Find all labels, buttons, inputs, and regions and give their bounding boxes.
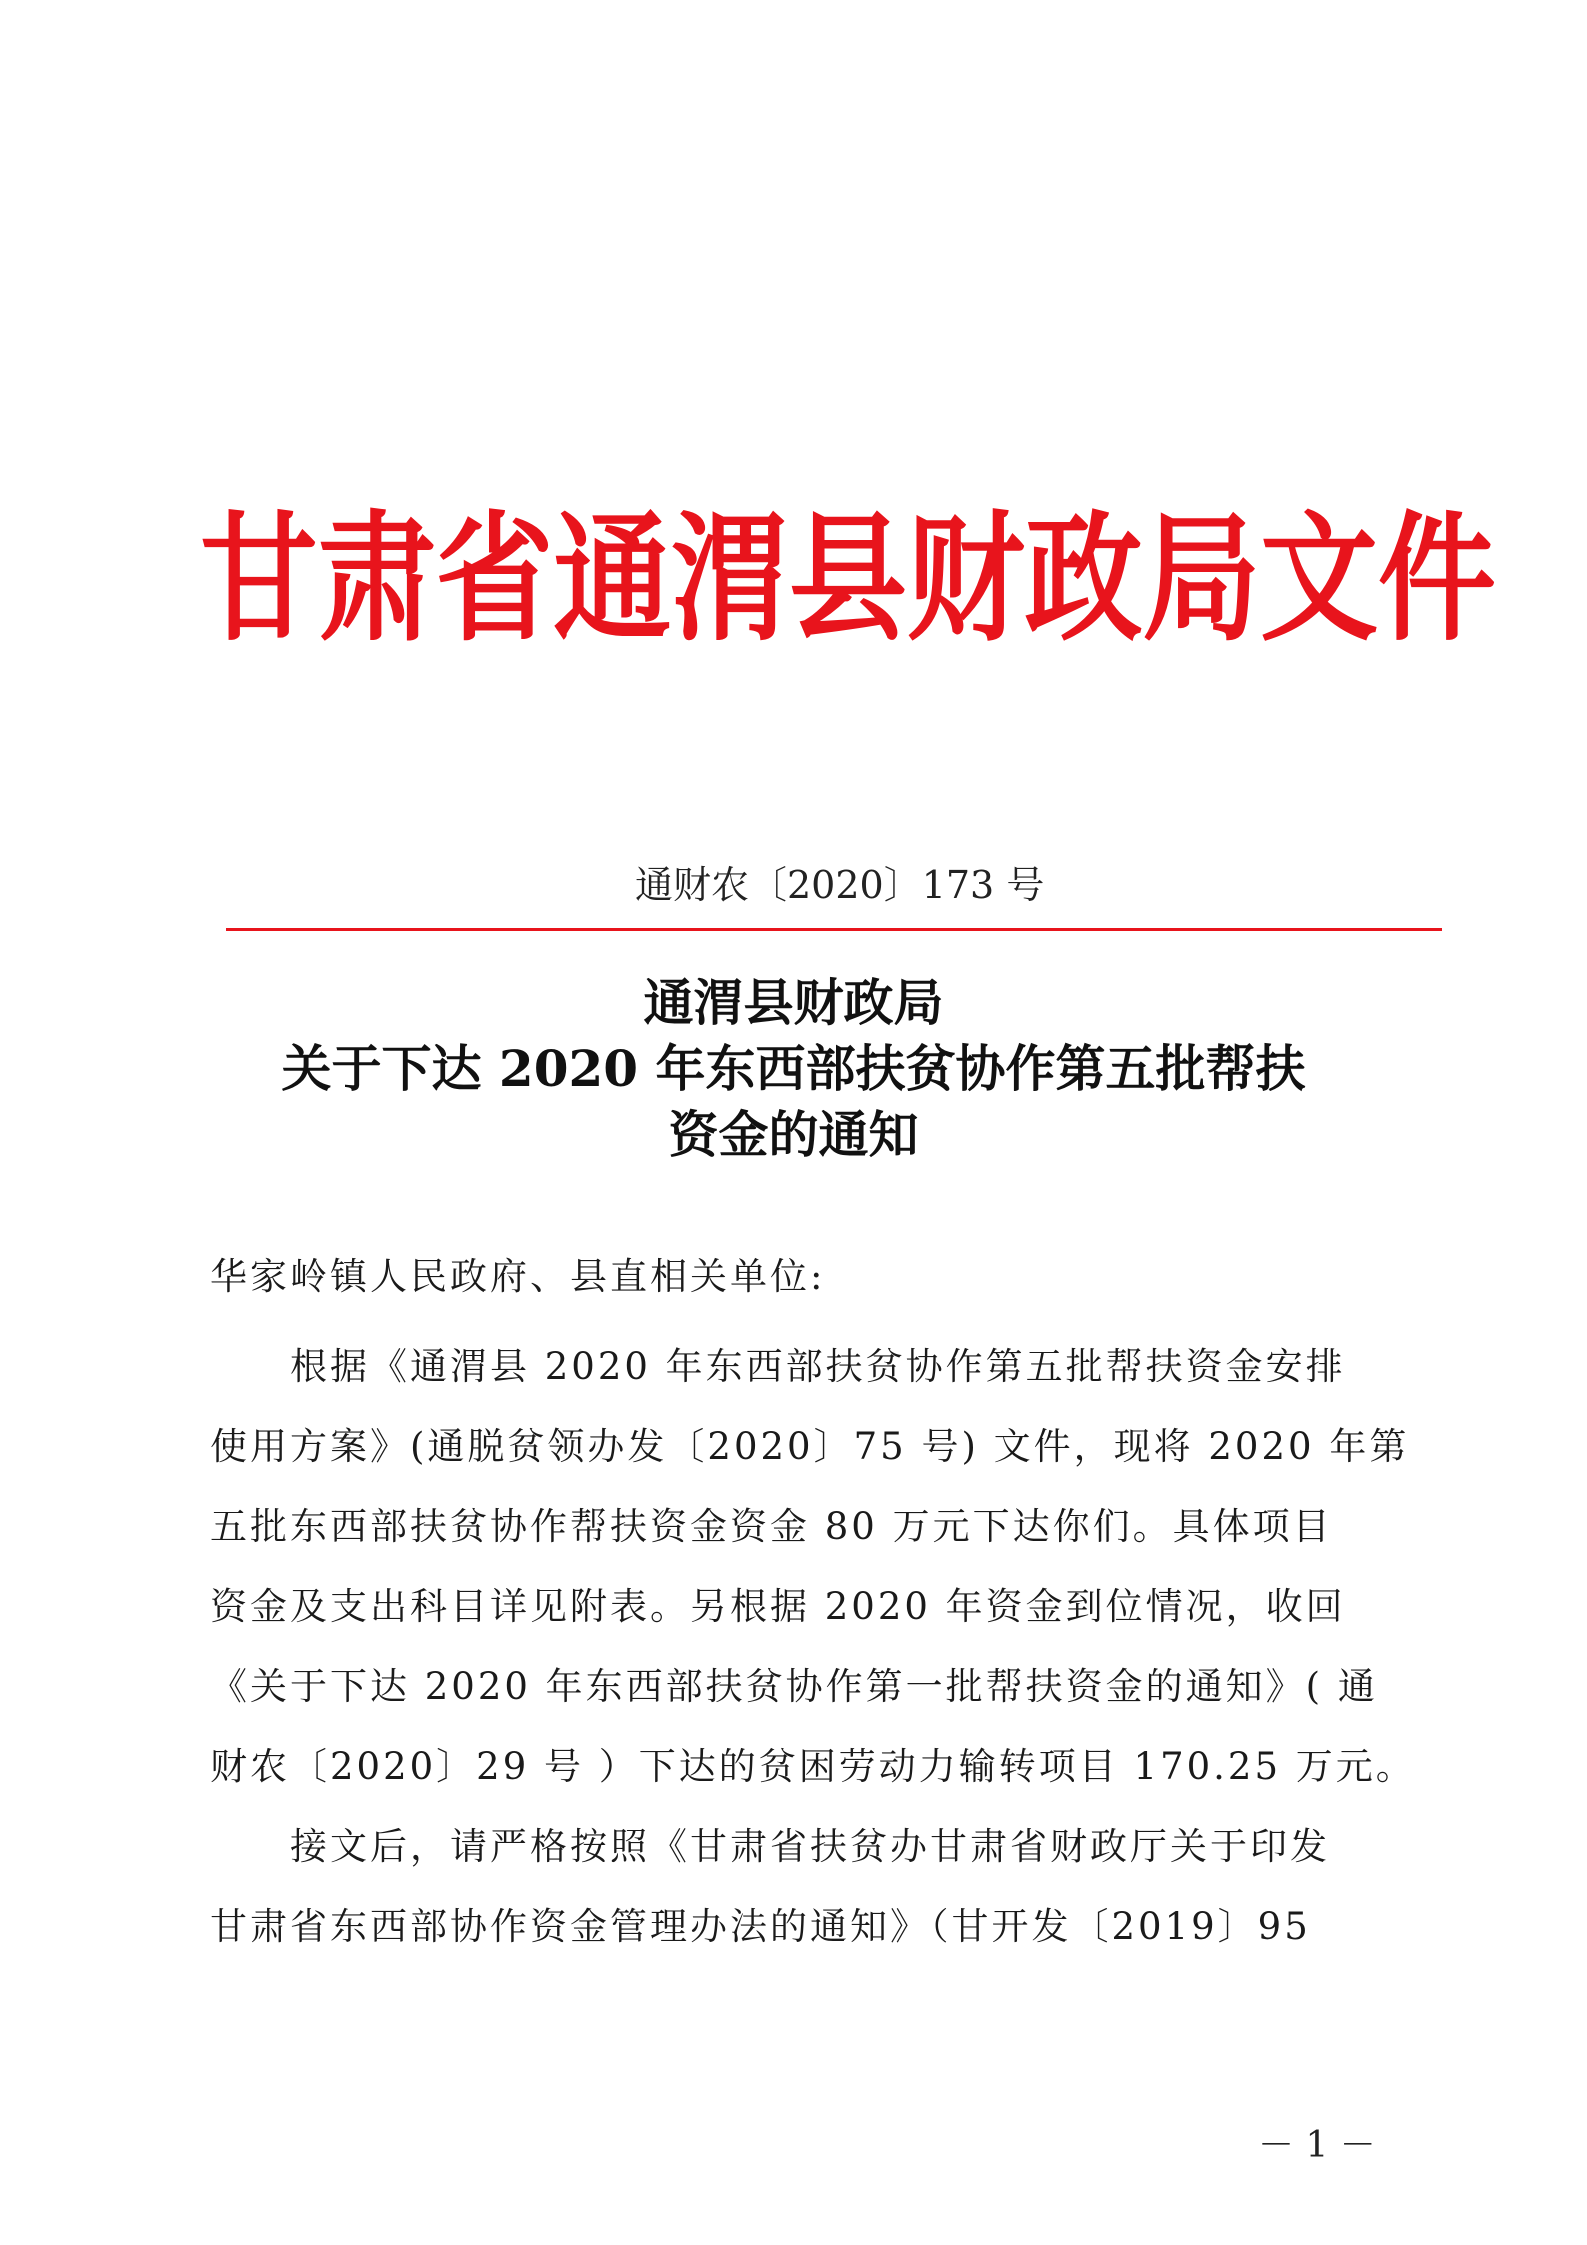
salutation: 华家岭镇人民政府、县直相关单位: bbox=[210, 1255, 826, 1298]
document-subject bbox=[130, 970, 1457, 1168]
body-line: 五批东西部扶贫协作帮扶资金资金 80 万元下达你们。具体项目 bbox=[210, 1505, 1333, 1548]
body-line: 财农〔2020〕29 号 ）下达的贫困劳动力输转项目 170.25 万元。 bbox=[210, 1745, 1416, 1788]
body-line: 《关于下达 2020 年东西部扶贫协作第一批帮扶资金的通知》( 通 bbox=[210, 1665, 1378, 1708]
body-line: 接文后，请严格按照《甘肃省扶贫办甘肃省财政厅关于印发 bbox=[210, 1825, 1330, 1868]
subject-line-3: 资金的通知 bbox=[668, 1105, 919, 1164]
body-line: 资金及支出科目详见附表。另根据 2020 年资金到位情况，收回 bbox=[210, 1585, 1346, 1628]
document-number: 通财农〔2020〕173 号 bbox=[635, 863, 1045, 907]
page-number: － 1 － bbox=[1258, 2125, 1376, 2166]
body-line: 甘肃省东西部协作资金管理办法的通知》（甘开发〔2019〕95 bbox=[210, 1905, 1311, 1948]
header-divider bbox=[226, 928, 1442, 931]
issuer-header-title: 甘肃省通渭县财政局文件 bbox=[200, 498, 1496, 661]
body-line: 使用方案》(通脱贫领办发〔2020〕75 号) 文件，现将 2020 年第 bbox=[210, 1425, 1410, 1468]
body-line: 根据《通渭县 2020 年东西部扶贫协作第五批帮扶资金安排 bbox=[210, 1345, 1346, 1388]
subject-line-2: 关于下达 2020 年东西部扶贫协作第五批帮扶 bbox=[281, 1039, 1306, 1098]
subject-line-1: 通渭县财政局 bbox=[643, 973, 944, 1032]
